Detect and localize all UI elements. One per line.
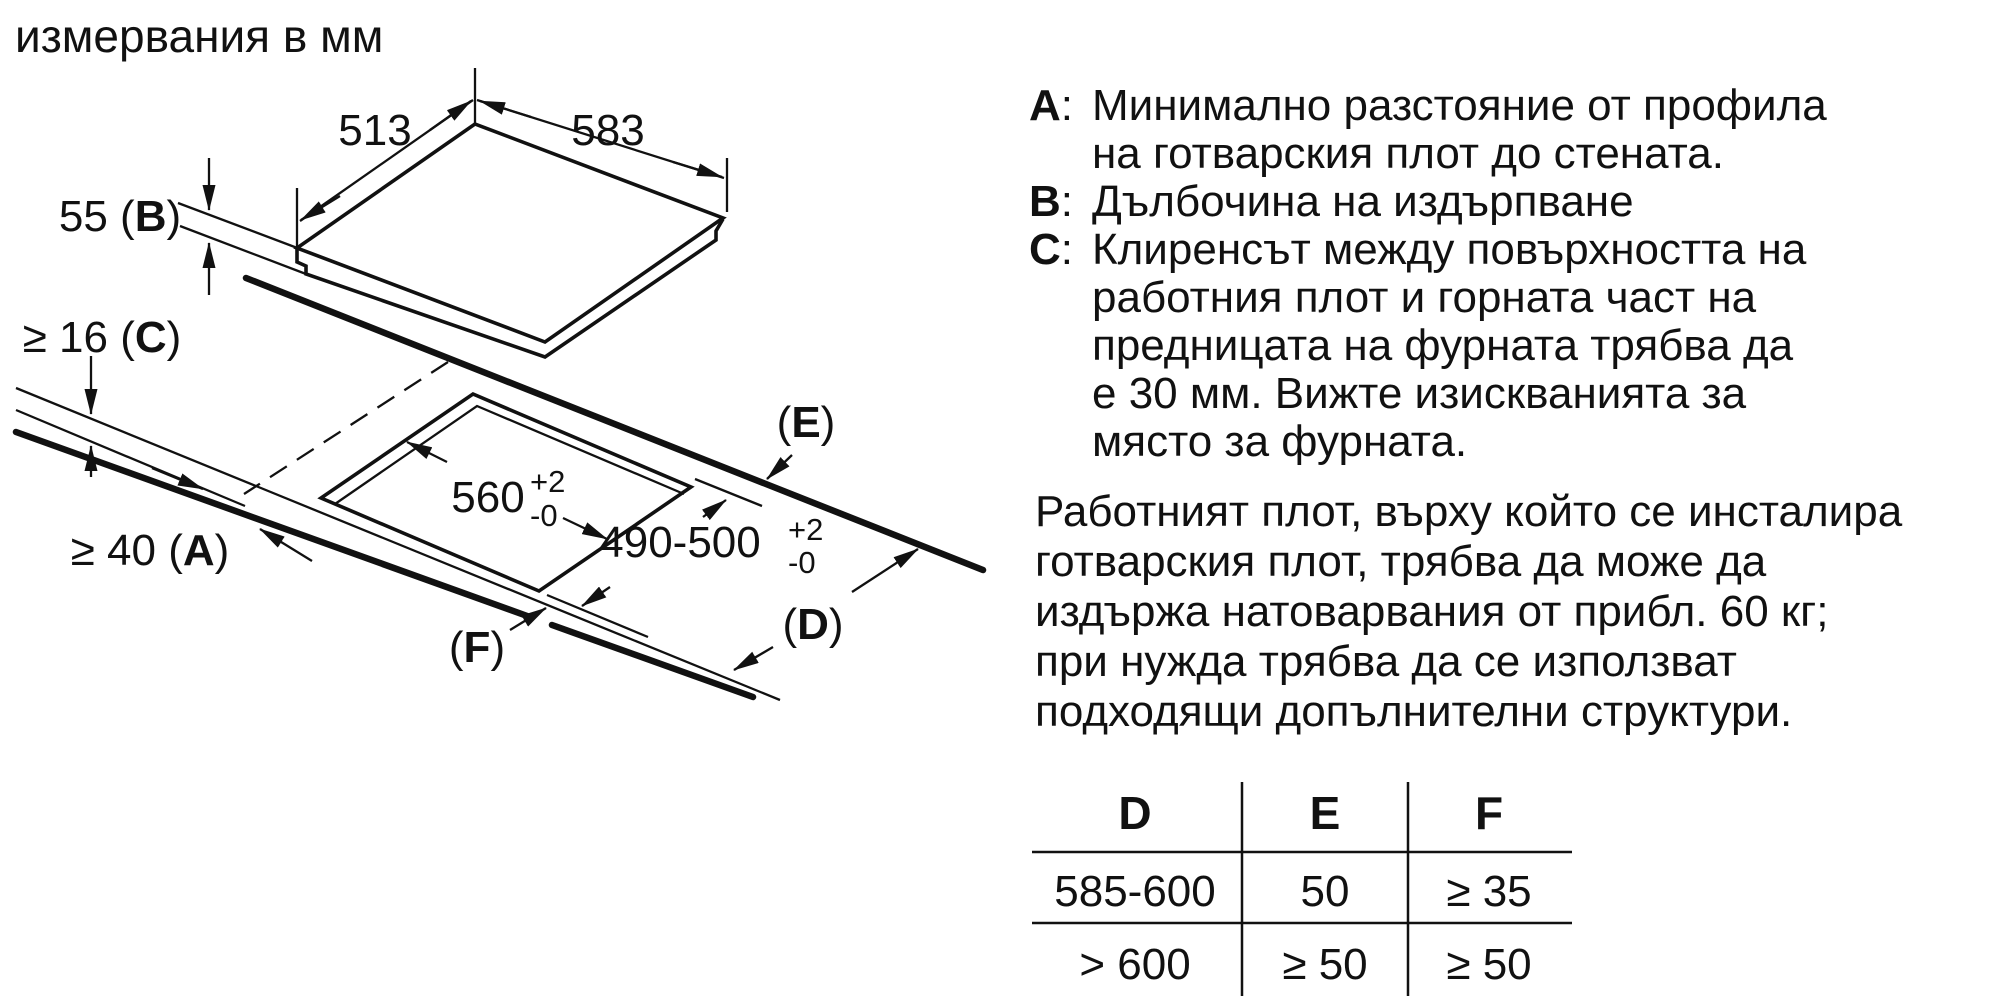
table-cell: 585-600 xyxy=(1054,867,1216,916)
table-header-d: D xyxy=(1118,787,1152,839)
paragraph-line: издържа натоварвания от прибл. 60 кг; xyxy=(1035,587,1829,636)
countertop-front-bottom-edge-right xyxy=(552,625,753,697)
legend-label: C: xyxy=(1029,225,1074,274)
dim-label-583: 583 xyxy=(571,106,645,155)
legend-line: място за фурната. xyxy=(1092,417,1468,466)
legend-line: Дълбочина на издърпване xyxy=(1092,177,1634,226)
paragraph-line: при нужда трябва да се използват xyxy=(1035,637,1737,686)
legend-line: работния плот и горната част на xyxy=(1092,273,1757,322)
worktop-note-paragraph xyxy=(1035,487,1903,736)
paragraph-line: Работният плот, върху който се инсталира xyxy=(1035,487,1903,536)
cooktop-frame-band xyxy=(297,219,723,357)
page-title: измервания в мм xyxy=(15,10,384,62)
dim-label-16-c: ≥ 16 (C) xyxy=(22,313,182,362)
dim-label-40-a: ≥ 40 (A) xyxy=(70,526,230,575)
cutout-extension-line-right xyxy=(695,479,762,506)
def-table xyxy=(1032,782,1572,996)
countertop-front-bottom-edge-left xyxy=(16,432,530,617)
arrow-583-top xyxy=(480,101,531,117)
arrow-513-left xyxy=(301,196,340,220)
table-header-f: F xyxy=(1474,787,1504,839)
table-cell: > 600 xyxy=(1079,940,1191,989)
legend xyxy=(1029,81,1827,466)
dim-label-490-tol-minus: -0 xyxy=(788,545,816,580)
ext-line-55-lower xyxy=(180,226,306,274)
arrow-490-bottom xyxy=(582,587,610,606)
dim-label-560: 560 xyxy=(451,473,525,522)
table-cell: ≥ 35 xyxy=(1446,867,1532,916)
legend-line: е 30 мм. Вижте изискванията за xyxy=(1092,369,1747,418)
countertop-front-profile-edge xyxy=(16,410,245,506)
arrow-513-top xyxy=(430,101,471,130)
dim-label-55-b: 55 (B) xyxy=(58,192,182,241)
dim-label-490-500: 490-500 xyxy=(599,518,761,567)
diagram-labels xyxy=(23,106,844,672)
ext-line-55-upper xyxy=(178,203,300,249)
label-d: (D) xyxy=(782,600,844,649)
legend-line: на готварския плот до стената. xyxy=(1092,129,1724,178)
arrow-583-right xyxy=(673,162,722,177)
arrow-d-down xyxy=(734,647,773,670)
table-header-e: E xyxy=(1309,787,1341,839)
legend-line: предницата на фурната трябва да xyxy=(1092,321,1794,370)
legend-label: B: xyxy=(1029,177,1074,226)
dim-label-560-tol-minus: -0 xyxy=(530,498,558,533)
label-e: (E) xyxy=(776,398,836,447)
legend-line: Клиренсът между повърхността на xyxy=(1092,225,1807,274)
legend-line: Минимално разстояние от профила xyxy=(1092,81,1827,130)
paragraph-line: подходящи допълнителни структури. xyxy=(1035,687,1793,736)
arrow-d-up xyxy=(852,549,918,592)
legend-label: A: xyxy=(1029,81,1074,130)
table-cell: ≥ 50 xyxy=(1282,940,1368,989)
dim-label-560-tol-plus: +2 xyxy=(530,464,566,499)
arrow-e xyxy=(767,455,792,479)
dim-label-490-tol-plus: +2 xyxy=(788,512,824,547)
table-cell: ≥ 50 xyxy=(1446,940,1532,989)
paragraph-line: готварския плот, трябва да може да xyxy=(1035,537,1767,586)
arrow-490-top xyxy=(703,500,726,517)
table-cell: 50 xyxy=(1300,867,1350,916)
hob-hidden-edge-dashed xyxy=(244,362,448,494)
arrow-560-left xyxy=(407,442,447,462)
label-f: (F) xyxy=(448,623,506,672)
dim-label-513: 513 xyxy=(338,106,412,155)
